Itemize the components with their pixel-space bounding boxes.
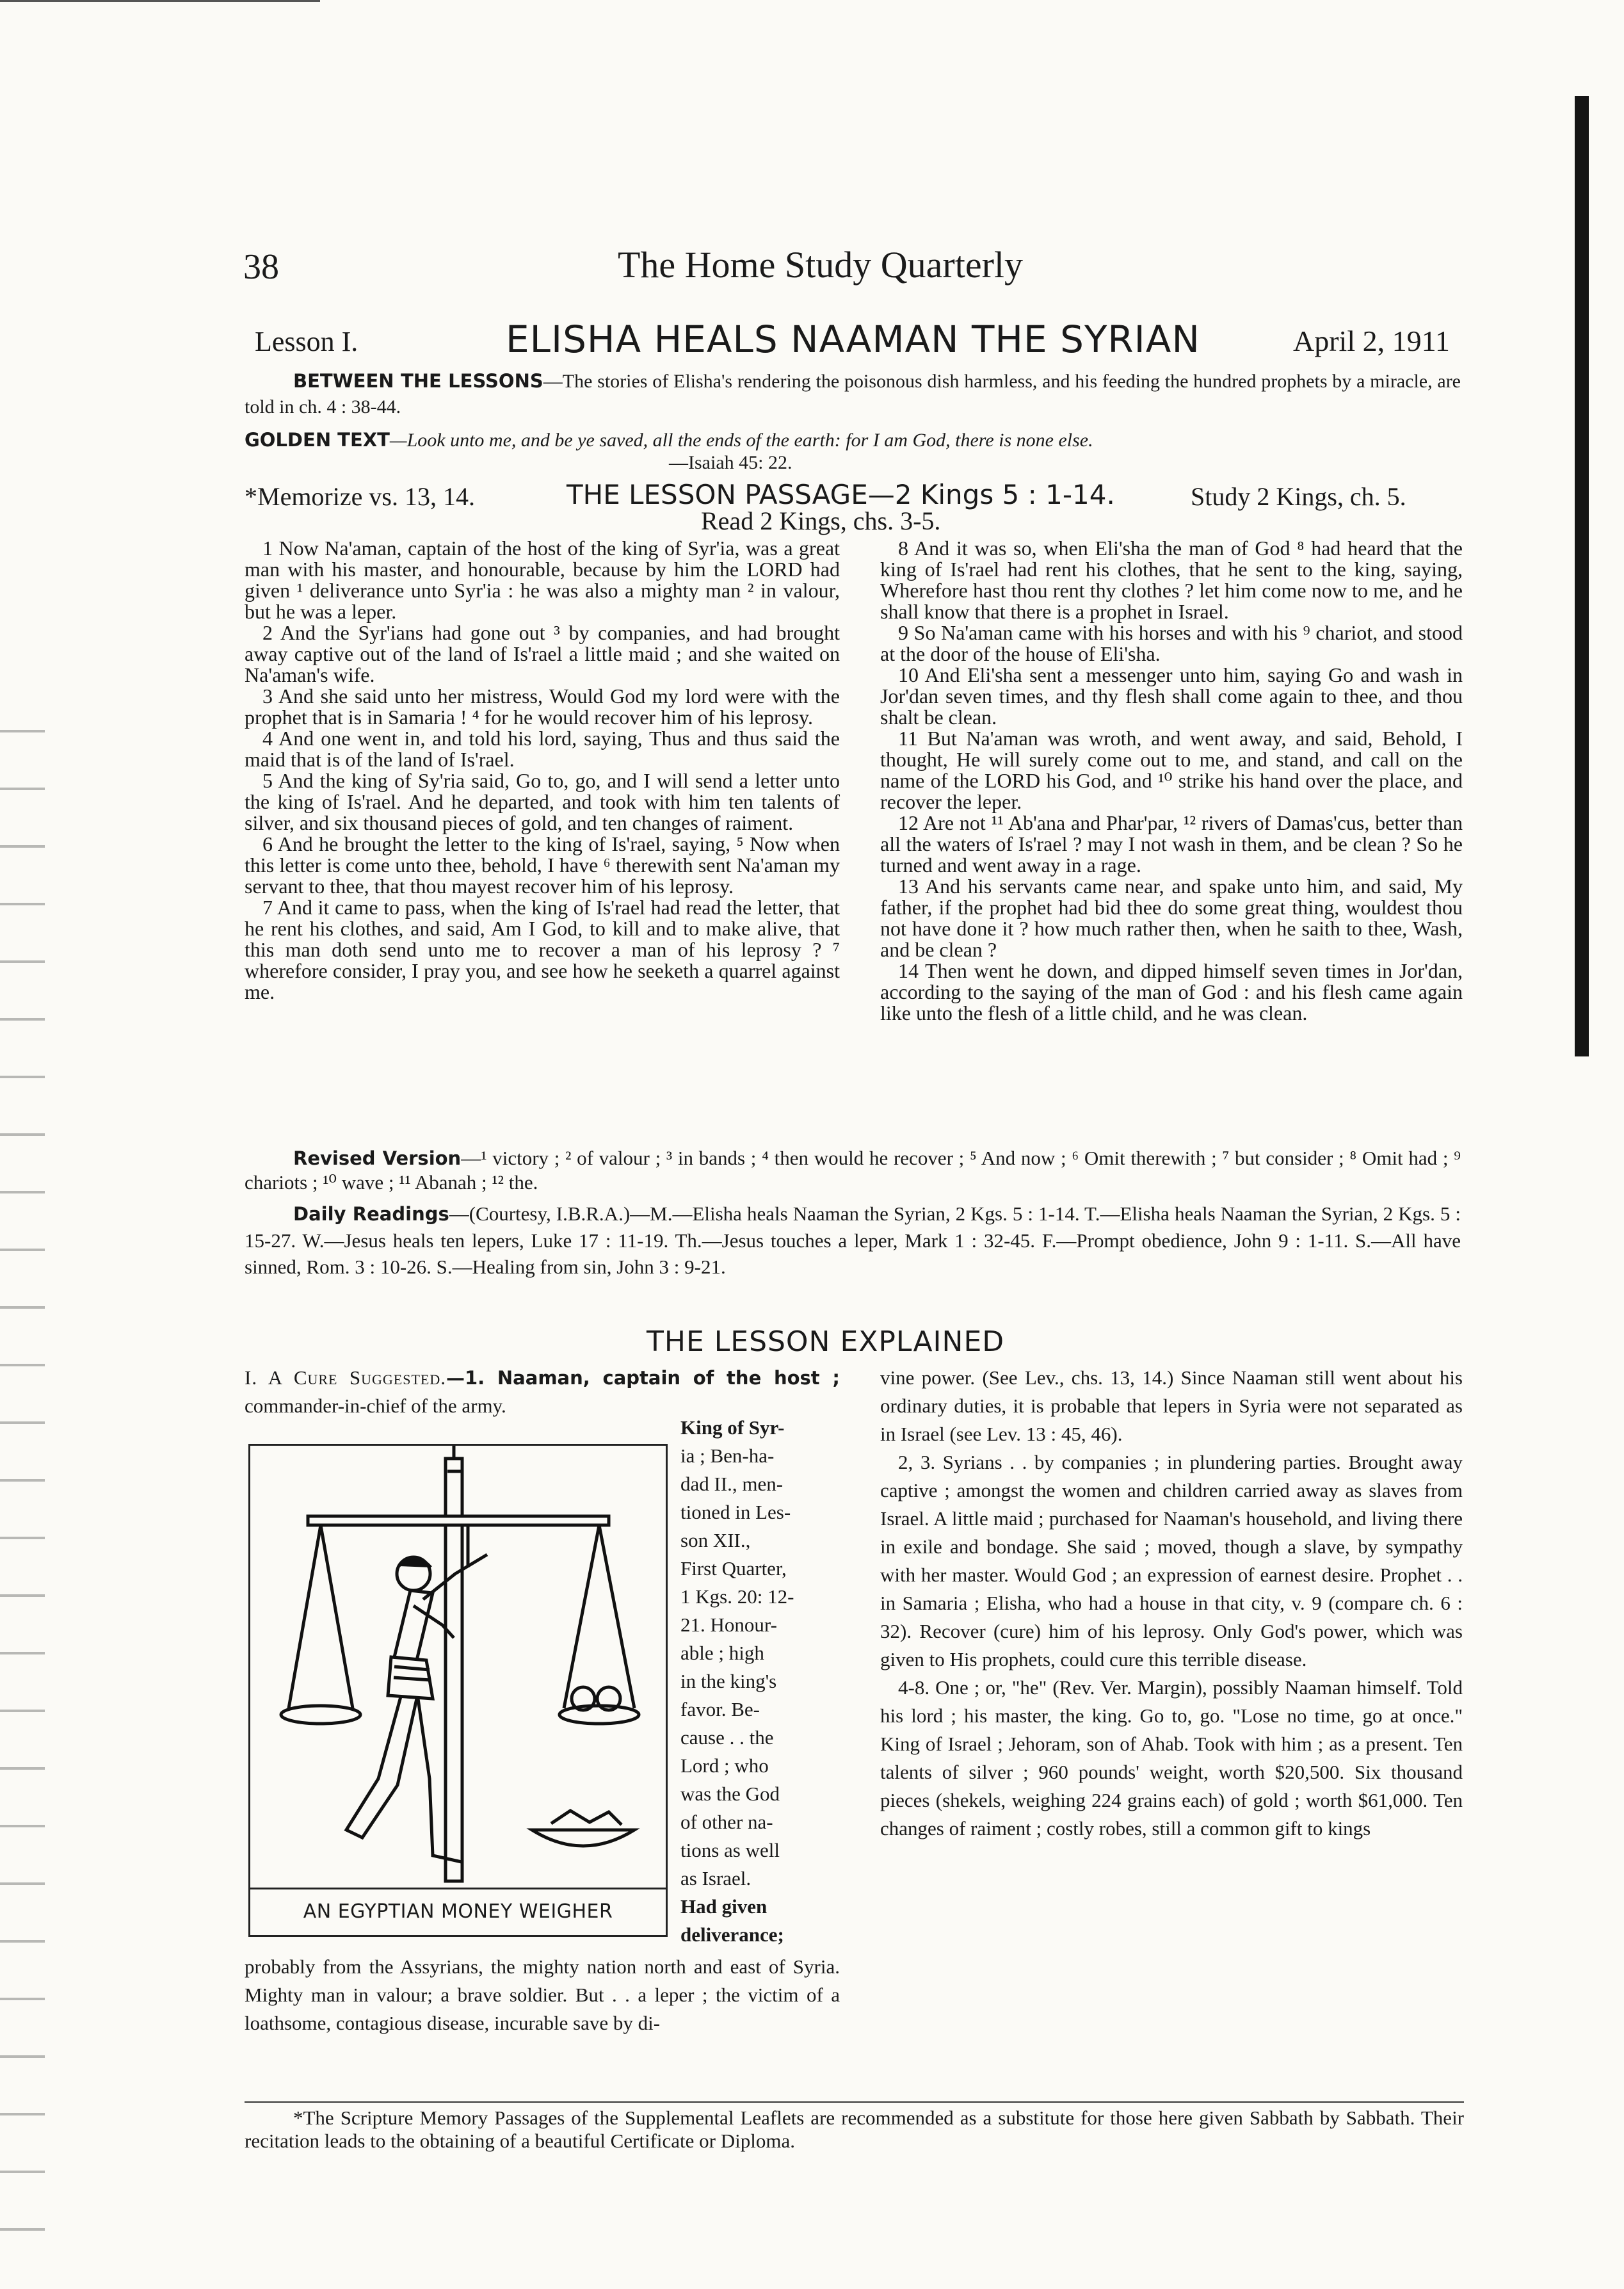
between-label: BETWEEN THE LESSONS [293, 370, 543, 392]
verse-5: 5 And the king of Sy'ria said, Go to, go, and I will send a letter unto the king of Is'rael. And he departed, and took with him ten talents of silver, and six thousand pieces of gold, and ten changes of raiment. [245, 769, 840, 834]
golden-text-body: —Look unto me, and be ye saved, all the ends of the earth: for I am God, there is none else. [389, 430, 1093, 451]
money-weigher-illustration [250, 1446, 666, 1888]
narrow-line: 21. Honour- [680, 1614, 777, 1636]
explained-heading: THE LESSON EXPLAINED [647, 1325, 1005, 1358]
narrow-line: Had given [680, 1895, 768, 1918]
verse-11: 11 But Na'aman was wroth, and went away, and said, Behold, I thought, He will surely come out to me, and stand, and call on the name of the LORD his God, and ¹⁰ strike his hand over the place, and recover the leper. [880, 727, 1463, 813]
verse-4: 4 And one went in, and told his lord, saying, Thus and thus said the maid that is of the land of Is'rael. [245, 727, 840, 771]
revised-version [245, 1146, 1461, 1195]
verses-left-column [245, 538, 840, 1003]
verse-9: 9 So Na'aman came with his horses and with his ⁹ chariot, and stood at the door of the house of Eli'sha. [880, 621, 1463, 665]
narrow-line: 1 Kgs. 20: 12- [680, 1585, 794, 1608]
narrow-line: First Quarter, [680, 1557, 787, 1580]
daily-readings [245, 1201, 1461, 1280]
daily-text: —(Courtesy, I.B.R.A.)—M.—Elisha heals Naaman the Syrian, 2 Kgs. 5 : 1-14. T.—Elisha heals Naaman the Syrian, 2 Kgs. 5 : 15-27. W.—Jesus heals ten lepers, Luke 17 : 11-19. Th.—Jesus touches a leper, Mark 1 : 32-45. F.—Prompt obedience, John 9 : 1-11. S.—All have sinned, Rom. 3 : 10-26. S.—Healing from sin, John 3 : 9-21. [245, 1202, 1461, 1278]
figure-caption: AN EGYPTIAN MONEY WEIGHER [250, 1888, 666, 1935]
verses-right-column [880, 538, 1463, 1024]
narrow-column [680, 1414, 844, 1949]
memorize-note: *Memorize vs. 13, 14. [245, 482, 475, 511]
page-number: 38 [243, 247, 279, 287]
explained-para-3: 4-8. One ; or, "he" (Rev. Ver. Margin), possibly Naaman himself. Told his lord ; his master, the king. Go to, go. "Lose no time, go at once." King of Israel ; Jehoram, son of Ahab. Took with him ; as a present. Ten talents of silver ; 960 pounds' weight, worth $20,500. Six thousand pieces (shekels, weighing 224 grains each) of gold ; worth $61,000. Ten changes of raiment ; costly robes, still a common gift to kings [880, 1676, 1463, 1840]
scan-top-line [0, 0, 320, 2]
explained-left-intro [245, 1364, 840, 1420]
explained-para-1: vine power. (See Lev., chs. 13, 14.) Since Naaman still went about his ordinary duties, it is probable that lepers in Syria were not separated as in Israel (see Lev. 13 : 45, 46). [880, 1366, 1463, 1445]
verse-7: 7 And it came to pass, when the king of Is'rael had read the letter, that he rent his clothes, and said, Am I God, to kill and to make alive, that this man doth send unto me to recover a man of his leprosy ? ⁷ wherefore consider, I pray you, and see how he seeketh a quarrel against me. [245, 896, 840, 1003]
between-lessons [245, 368, 1461, 420]
verse-12: 12 Are not ¹¹ Ab'ana and Phar'par, ¹² rivers of Damas'cus, better than all the waters of Is'rael ? may I not wash in them, and be clean ? So he turned and went away in a rage. [880, 811, 1463, 877]
passage-title: THE LESSON PASSAGE—2 Kings 5 : 1-14. [567, 479, 1115, 510]
lesson-date: April 2, 1911 [1293, 325, 1450, 357]
between-text: —The stories of Elisha's rendering the poisonous dish harmless, and his feeding the hundred prophets by a miracle, are told in ch. 4 : 38-44. [245, 371, 1461, 417]
money-weigher-figure [248, 1444, 668, 1937]
narrow-line: Lord ; who [680, 1754, 769, 1777]
narrow-line: son XII., [680, 1529, 751, 1551]
intro-text: commander-in-chief of the army. [245, 1395, 506, 1417]
narrow-line: as Israel. [680, 1867, 752, 1889]
explained-para-2: 2, 3. Syrians . . by companies ; in plundering parties. Brought away captive ; amongst the women and children carried away as slaves from Israel. A little maid ; purchased for Naaman's household, and living there in exile and bondage. She said ; moved, though a slave, by sympathy with her master. Would God ; an expression of earnest desire. Prophet . . in Samaria ; Elisha, who had a house in that city, v. 9 (compare ch. 6 : 32). Recover (cure) him of his leprosy. Only God's power, which was given to His prophets, could cure this terrible disease. [880, 1451, 1463, 1670]
lesson-title: ELISHA HEALS NAAMAN THE SYRIAN [506, 318, 1200, 361]
explained-left-tail [245, 1953, 840, 2037]
verse-2: 2 And the Syr'ians had gone out ³ by companies, and had brought away captive out of the land of Is'rael a little maid ; and she waited on Na'aman's wife. [245, 621, 840, 686]
narrow-line: was the God [680, 1783, 780, 1805]
revised-text: —¹ victory ; ² of valour ; ³ in bands ; ⁴ then would he recover ; ⁵ And now ; ⁶ Omit therewith ; ⁷ but consider ; ⁸ Omit had ; ⁹ chariots ; ¹⁰ wave ; ¹¹ Abanah ; ¹² the. [245, 1147, 1461, 1193]
verse-1: 1 Now Na'aman, captain of the host of the king of Syr'ia, was a great man with his master, and honourable, because by him the LORD had given ¹ deliverance unto Syr'ia : he was also a mighty man ² in valour, but he was a leper. [245, 537, 840, 623]
verse-13: 13 And his servants came near, and spake unto him, and said, My father, if the prophet had bid thee do some great thing, wouldest thou not have done it ? how much rather then, when he saith to thee, Wash, and be clean ? [880, 875, 1463, 961]
verse-3: 3 And she said unto her mistress, Would God my lord were with the prophet that is in Samaria ! ⁴ for he would recover him of his leprosy. [245, 684, 840, 729]
narrow-line: tions as well [680, 1839, 780, 1861]
lesson-number: Lesson I. [255, 326, 358, 357]
passage-read: Read 2 Kings, chs. 3-5. [701, 506, 941, 535]
narrow-line: deliverance; [680, 1923, 784, 1946]
golden-ref: —Isaiah 45: 22. [669, 452, 792, 473]
running-title: The Home Study Quarterly [618, 244, 1024, 286]
intro-lead: —1. Naaman, captain of the host ; [446, 1367, 840, 1389]
narrow-line: of other na- [680, 1811, 773, 1833]
narrow-line: King of Syr- [680, 1416, 785, 1439]
narrow-line: dad II., men- [680, 1473, 784, 1495]
verse-14: 14 Then went he down, and dipped himself seven times in Jor'dan, according to the saying of the man of God : and his flesh came again like unto the flesh of a little child, and he was clean. [880, 959, 1463, 1024]
daily-label: Daily Readings [293, 1203, 449, 1225]
left-tail-text: probably from the Assyrians, the mighty nation north and east of Syria. Mighty man in valour; a brave soldier. But . . a leper ; the victim of a loathsome, contagious disease, incurable save by di- [245, 1955, 840, 2034]
verse-10: 10 And Eli'sha sent a messenger unto him, saying Go and wash in Jor'dan seven times, and thy flesh shall come again to thee, and thou shalt be clean. [880, 663, 1463, 729]
scan-edge-shadow [1575, 96, 1589, 1056]
verse-6: 6 And he brought the letter to the king of Is'rael, saying, ⁵ Now when this letter is come unto thee, behold, I have ⁶ therewith sent Na'aman my servant to thee, that thou mayest recover him of his leprosy. [245, 832, 840, 898]
explained-right-column [880, 1364, 1463, 1843]
narrow-line: tioned in Les- [680, 1501, 791, 1523]
verse-8: 8 And it was so, when Eli'sha the man of God ⁸ had heard that the king of Is'rael had rent his clothes, that he sent to the king, saying, Wherefore hast thou rent thy clothes ? let him come now to me, and he shall know that there is a prophet in Israel. [880, 537, 1463, 623]
narrow-line: able ; high [680, 1642, 764, 1664]
narrow-line: cause . . the [680, 1726, 774, 1749]
golden-label: GOLDEN TEXT [245, 429, 390, 451]
narrow-line: favor. Be- [680, 1698, 760, 1720]
footnote: *The Scripture Memory Passages of the Supplemental Leaflets are recommended as a substitute for those here given Sabbath by Sabbath. Their recitation leads to the obtaining of a beautiful Certificate or Diploma. [245, 2107, 1464, 2152]
section-label: I. A Cure Suggested. [245, 1366, 446, 1389]
footnote-rule [245, 2101, 1464, 2103]
narrow-line: in the king's [680, 1670, 777, 1692]
passage-study: Study 2 Kings, ch. 5. [1191, 482, 1406, 511]
scan-margin-specks [0, 704, 45, 2273]
narrow-line: ia ; Ben-ha- [680, 1444, 775, 1467]
golden-text [245, 429, 1461, 451]
revised-label: Revised Version [293, 1147, 462, 1169]
